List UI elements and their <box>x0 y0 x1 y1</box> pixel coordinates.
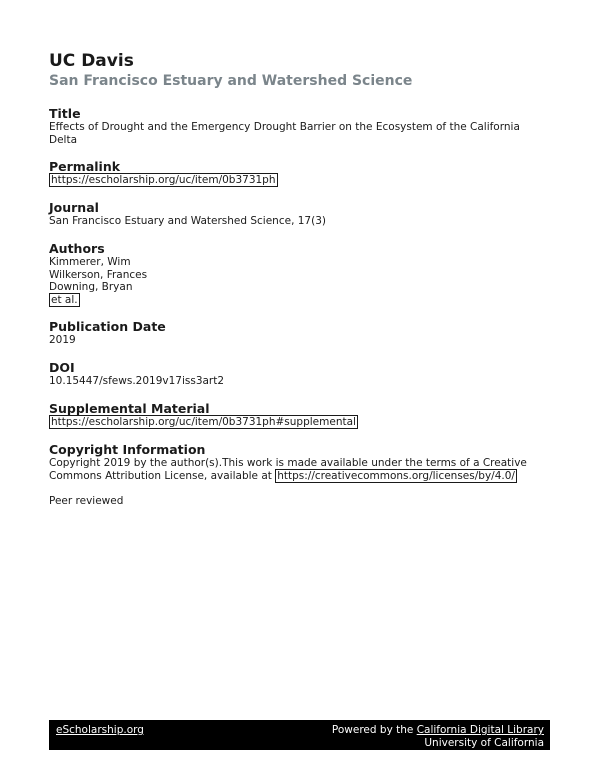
copyright-line-2: Commons Attribution License, available at <box>49 469 276 482</box>
authors-section <box>49 241 549 306</box>
author-name: Kimmerer, Wim <box>49 256 131 268</box>
doi-section <box>49 360 549 388</box>
supplemental-link[interactable]: https://escholarship.org/uc/item/0b3731ph#supplemental <box>51 416 356 428</box>
peer-reviewed-text: Peer reviewed <box>49 495 124 507</box>
supplemental-section <box>49 401 549 429</box>
peer-review-section <box>49 495 549 508</box>
permalink-heading: Permalink <box>49 159 121 174</box>
authors-heading: Authors <box>49 241 105 256</box>
copyright-line-1: Copyright 2019 by the author(s).This work is made available under the terms of a Creative <box>49 457 527 469</box>
copyright-heading: Copyright Information <box>49 442 206 457</box>
footer-bar <box>49 720 550 750</box>
escholarship-link[interactable]: eScholarship.org <box>56 724 144 736</box>
more-authors-link[interactable]: et al. <box>51 293 78 306</box>
journal-section <box>49 200 549 228</box>
title-heading: Title <box>49 106 81 121</box>
doi-value: 10.15447/sfews.2019v17iss3art2 <box>49 375 225 387</box>
publication-date-value: 2019 <box>49 334 76 346</box>
university-name: University of California <box>424 737 544 749</box>
cdl-link[interactable]: California Digital Library <box>416 724 544 736</box>
footer-credits <box>332 724 544 750</box>
copyright-section <box>49 442 549 482</box>
publication-date-heading: Publication Date <box>49 319 166 334</box>
supplemental-heading: Supplemental Material <box>49 401 210 416</box>
author-name: Downing, Bryan <box>49 281 133 293</box>
permalink-section <box>49 159 549 187</box>
journal-value: San Francisco Estuary and Watershed Science, 17(3) <box>49 215 326 227</box>
author-name: Wilkerson, Frances <box>49 268 148 281</box>
permalink-link[interactable]: https://escholarship.org/uc/item/0b3731ph <box>51 174 276 186</box>
license-link[interactable]: https://creativecommons.org/licenses/by/4.0/ <box>277 469 515 482</box>
journal-heading: Journal <box>49 200 99 215</box>
title-line-2: Delta <box>49 133 78 146</box>
publication-date-section <box>49 319 549 347</box>
title-section <box>49 106 549 146</box>
institution-name: UC Davis <box>49 51 134 71</box>
doi-heading: DOI <box>49 360 75 375</box>
title-line-1: Effects of Drought and the Emergency Drought Barrier on the Ecosystem of the California <box>49 121 520 133</box>
powered-by-text: Powered by the <box>331 724 417 736</box>
series-name[interactable]: San Francisco Estuary and Watershed Science <box>49 73 413 89</box>
